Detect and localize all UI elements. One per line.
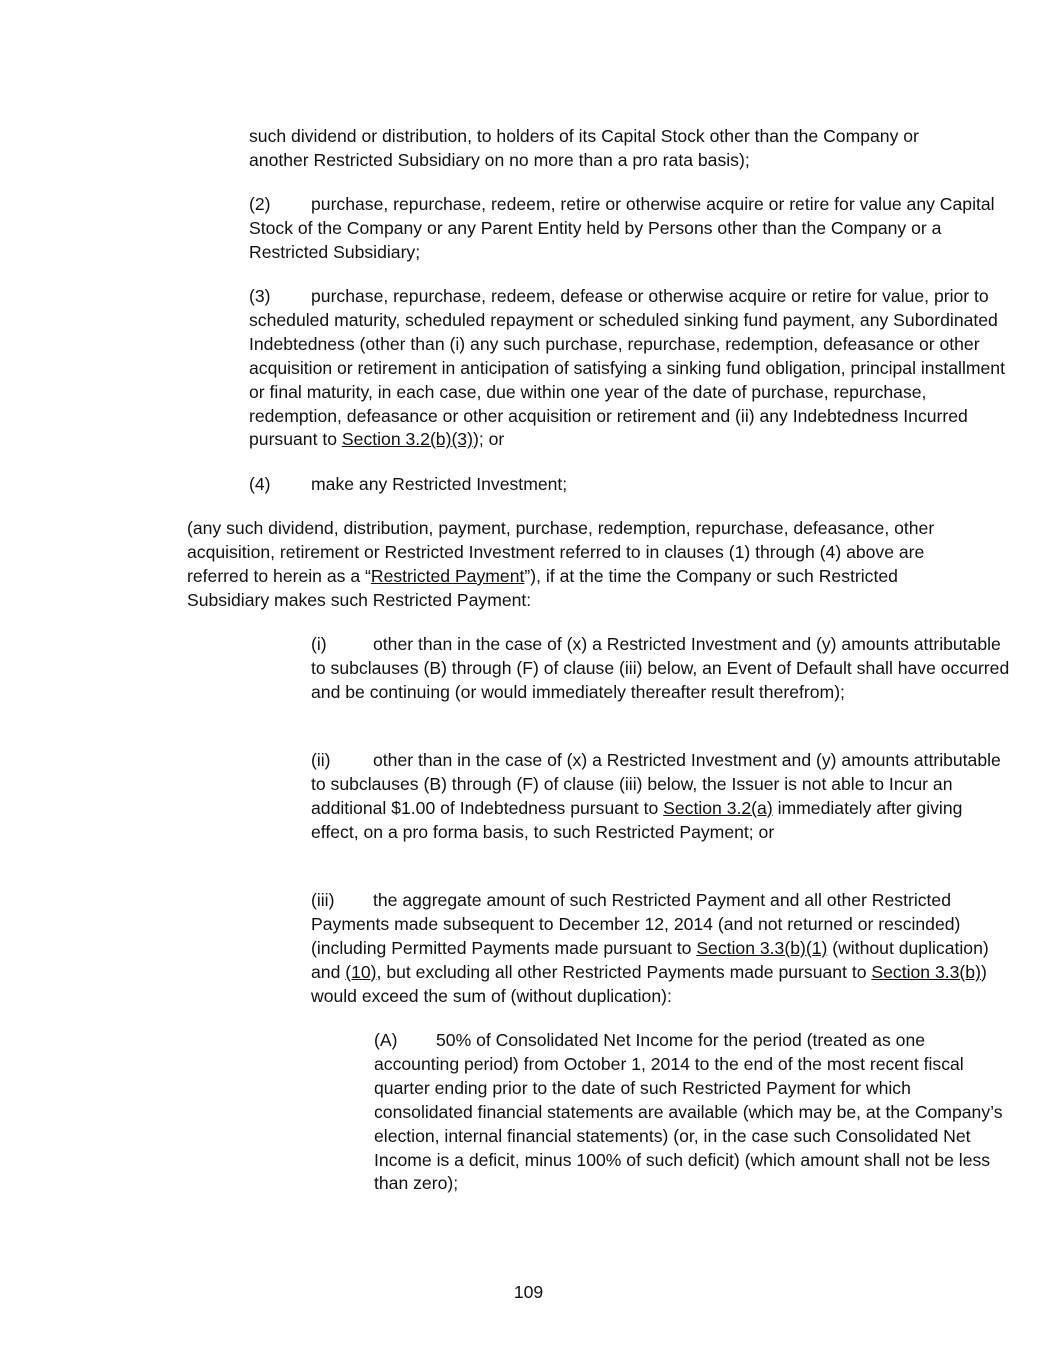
clause-text: the aggregate amount of such Restricted Payment and all other Restricted Payments made subsequent to December 12, 2014 (and not returned or rescinded) (including Permitted Payments made pursuant to [311,890,961,958]
clause-text: purchase, repurchase, redeem, defease or otherwise acquire or retire for value, prior to scheduled maturity, scheduled repayment or scheduled sinking fund payment, any Subordinated Indebtedness (other than (i) any such purchase, repurchase, redemption, defeasance or other acquisition or retirement in anticipation of satisfying a sinking fund obligation, principal installment or final maturity, in each case, due within one year of the date of purchase, repurchase, redemption, defeasance or other acquisition or retirement and (ii) any Indebtedness Incurred pursuant to [249,286,1005,450]
clause-text: 50% of Consolidated Net Income for the period (treated as one accounting period) from October 1, 2014 to the end of the most recent fiscal quarter ending prior to the date of such Restricted Payment for which consolidated financial statements are available (which may be, at the Company’s election, internal financial statements) (or, in the case such Consolidated Net Income is a deficit, minus 100% of such deficit) (which amount shall not be less than zero); [374,1030,1003,1194]
clause-number: (4) [249,474,271,494]
clause-number: (A) [374,1030,398,1050]
clause-number: (ii) [311,750,331,770]
section-reference-link[interactable]: Section 3.2(b)(3) [341,429,473,450]
paragraph-dividend-continuation [249,125,949,173]
clause-2 [187,193,1009,265]
clause-text: make any Restricted Investment; [311,474,568,494]
section-reference-link[interactable]: (10) [345,961,377,982]
subclause-A [312,1029,1012,1196]
clause-text-mid: (without duplication) and [311,937,989,982]
clause-text-tail: ); or [472,429,505,450]
clause-text: purchase, repurchase, redeem, retire or otherwise acquire or retire for value any Capital Stock of the Company or any Parent Entity held by Persons other than the Company or a Restricted Subsidiary; [249,194,995,262]
subclause-iii [249,889,1011,1009]
subclause-i [249,633,1011,705]
clause-text: other than in the case of (x) a Restricted Investment and (y) amounts attributable to subclauses (B) through (F) of clause (iii) below, an Event of Default shall have occurred and be continuing (or would immediately thereafter result therefrom); [311,634,1010,702]
section-reference-link[interactable]: Section 3.3(b)(1) [696,937,828,958]
clause-number: (3) [249,286,271,306]
clause-3 [187,285,1009,452]
clause-text-tail: ) would exceed the sum of (without duplication): [311,961,987,1006]
clause-number: (iii) [311,890,335,910]
paragraph-text: such dividend or distribution, to holders of its Capital Stock other than the Company or another Restricted Subsidiary on no more than a pro rata basis); [249,126,919,170]
section-reference-link[interactable]: Section 3.2(a) [663,797,773,818]
clause-text-mid: , but excluding all other Restricted Payments made pursuant to [376,961,872,982]
clause-4 [187,473,1009,497]
paragraph-restricted-payment-definition [187,517,947,613]
paragraph-text: (any such dividend, distribution, payment, purchase, redemption, repurchase, defeasance, other acquisition, retirement or Restricted Investment referred to in clauses (1) through (4) above are referred to herein as a “ [187,518,935,586]
clause-text-tail: immediately after giving effect, on a pro forma basis, to such Restricted Payment; or [311,797,963,842]
clause-text: other than in the case of (x) a Restricted Investment and (y) amounts attributable to subclauses (B) through (F) of clause (iii) below, the Issuer is not able to Incur an additional $1.00 of Indebtedness pursuant to [311,750,1001,818]
clause-number: (i) [311,634,327,654]
clause-number: (2) [249,194,271,214]
section-reference-link[interactable]: Section 3.3(b) [871,961,981,982]
subclause-ii [249,749,1011,845]
paragraph-text-tail: ”), if at the time the Company or such Restricted Subsidiary makes such Restricted Payment: [187,565,898,610]
page-number: 109 [513,1282,544,1302]
defined-term: Restricted Payment [370,565,525,586]
